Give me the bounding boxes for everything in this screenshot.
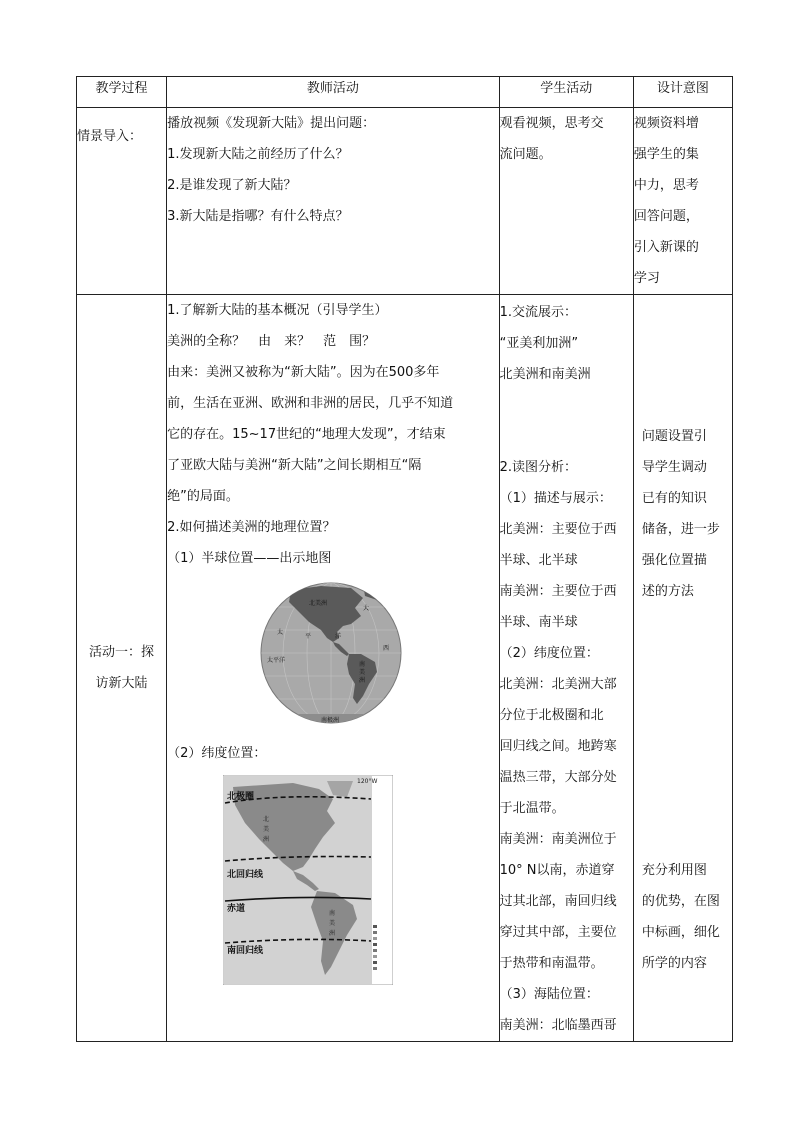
map2-label: 美 [263,826,270,833]
intro-teacher [167,108,500,295]
map2-label: 美 [329,920,336,927]
activity-teacher-line: 前，生活在亚洲、欧洲和非洲的居民，几乎不知道 [167,396,454,411]
activity-student-line: 南美洲：南美洲位于 [499,832,617,847]
activity-teacher-line: （2）纬度位置： [167,746,267,761]
activity-student-line: 10° N以南，赤道穿 [499,863,615,878]
tropic-of-capricorn-label: 南回归线 [227,946,264,956]
purpose-block-2 [634,855,732,979]
americas-latitude-map [223,775,393,985]
map1-label: 西 [383,645,390,652]
header-purpose: 设计意图 [633,77,732,108]
purpose-line: 强化位置描 [641,553,707,568]
purpose-line: 所学的内容 [641,956,707,971]
activity-student-line: 穿过其中部，主要位 [499,925,617,940]
activity-student-line: （3）海陆位置： [499,987,599,1002]
intro-purpose-line: 引入新课的 [633,240,699,255]
activity-student-line: 北美洲：主要位于西 [499,522,617,537]
map1-label: 洋 [335,633,342,640]
activity-student-line: 半球、北半球 [499,553,578,568]
intro-purpose-line: 视频资料增 [633,116,699,131]
map1-label: 北美洲 [309,600,328,607]
activity-student-line: 南美洲：主要位于西 [499,584,617,599]
intro-purpose-line: 中力，思考 [633,178,699,193]
map1-label: 平 [305,633,312,640]
activity-teacher-line: 了亚欧大陆与美洲“新大陆”之间长期相互“隔 [167,458,422,473]
map1-label: 洲 [359,677,366,684]
purpose-line: 导学生调动 [641,460,707,475]
activity-student-line: 温热三带，大部分处 [499,770,617,785]
header-student: 学生活动 [499,77,633,108]
purpose-block-1 [634,421,732,607]
activity-teacher-line: （1）半球位置——出示地图 [167,551,332,566]
lesson-plan-table [76,76,733,1042]
activity-student [499,295,633,1042]
activity-student-line: 分位于北极圈和北 [499,708,604,723]
activity-student-line: 2.读图分析： [499,460,578,475]
intro-teacher-line: 2.是谁发现了新大陆？ [167,178,297,193]
map2-corner-label: 120°W [357,778,378,785]
row-activity-one [77,295,733,1042]
activity-teacher-line: 绝”的局面。 [167,489,239,504]
activity-student-line: 回归线之间。地跨寒 [499,739,617,754]
header-teacher: 教师活动 [167,77,500,108]
intro-purpose-line: 学习 [633,271,660,286]
activity-student-line: （2）纬度位置： [499,646,599,661]
purpose-line: 中标画，细化 [641,925,720,940]
intro-stage [77,108,167,295]
map2-label: 南 [329,910,336,917]
activity-student-spacer [500,421,633,452]
activity-teacher-line: 由来：美洲又被称为“新大陆”。因为在500多年 [167,365,440,380]
intro-teacher-line: 播放视频《发现新大陆》提出问题： [167,116,376,131]
tropic-of-cancer-label: 北回归线 [227,870,264,880]
intro-teacher-line: 3.新大陆是指哪？有什么特点？ [167,209,349,224]
purpose-line: 问题设置引 [641,429,707,444]
map1-label: 南 [359,661,366,668]
intro-purpose [633,108,732,295]
activity-teacher-line: 美洲的全称？ 由 来？ 范 围？ [167,334,376,349]
map2-label: 洲 [329,930,336,937]
activity-student-line: 南美洲：北临墨西哥 [499,1018,617,1033]
activity-teacher-line: 1.了解新大陆的基本概况（引导学生） [167,303,388,318]
intro-purpose-line: 回答问题， [633,209,699,224]
activity-student-line: 北美洲：北美洲大部 [499,677,617,692]
activity-student-line: “亚美利加洲” [499,336,579,351]
map2-label: 洲 [263,836,270,843]
map1-label: 美 [359,669,366,676]
intro-teacher-line: 1.发现新大陆之前经历了什么？ [167,147,349,162]
activity-purpose [633,295,732,1042]
map1-label: 太 [277,629,284,636]
activity-student-line: 过其北部，南回归线 [499,894,617,909]
intro-student-line: 流问题。 [499,147,552,162]
intro-purpose-line: 强学生的集 [633,147,699,162]
activity-student-spacer [500,390,633,421]
purpose-line: 的优势，在图 [641,894,720,909]
purpose-line: 储备，进一步 [641,522,720,537]
purpose-line: 已有的知识 [641,491,707,506]
activity-student-line: 于北温带。 [499,801,565,816]
arctic-circle-label: 北极圈 [227,792,255,802]
activity-student-line: 1.交流展示： [499,305,578,320]
map1-label: 太平洋 [267,657,286,664]
map1-label: 大 [363,605,370,612]
intro-student-line: 观看视频，思考交 [499,116,604,131]
map2-label: 北 [263,816,270,823]
activity-stage [77,295,167,1042]
activity-stage-line: 访新大陆 [95,676,148,691]
activity-teacher [167,295,500,1042]
intro-stage-label: 情景导入： [77,129,143,144]
activity-teacher-line: 2.如何描述美洲的地理位置？ [167,520,336,535]
activity-teacher-line: 它的存在。15~17世纪的“地理大发现”，才结束 [167,427,446,442]
western-hemisphere-map [251,580,411,730]
purpose-line: 充分利用图 [641,863,707,878]
purpose-line: 述的方法 [641,584,694,599]
header-row [77,77,733,108]
map1-label: 南极洲 [321,717,340,724]
activity-student-line: 于热带和南温带。 [499,956,604,971]
activity-student-line: 北美洲和南美洲 [499,367,591,382]
intro-student [499,108,633,295]
activity-stage-line: 活动一：探 [89,645,155,660]
activity-student-line: 半球、南半球 [499,615,578,630]
row-intro [77,108,733,295]
header-stage: 教学过程 [77,77,167,108]
activity-student-line: （1）描述与展示： [499,491,612,506]
equator-label: 赤道 [227,904,246,914]
